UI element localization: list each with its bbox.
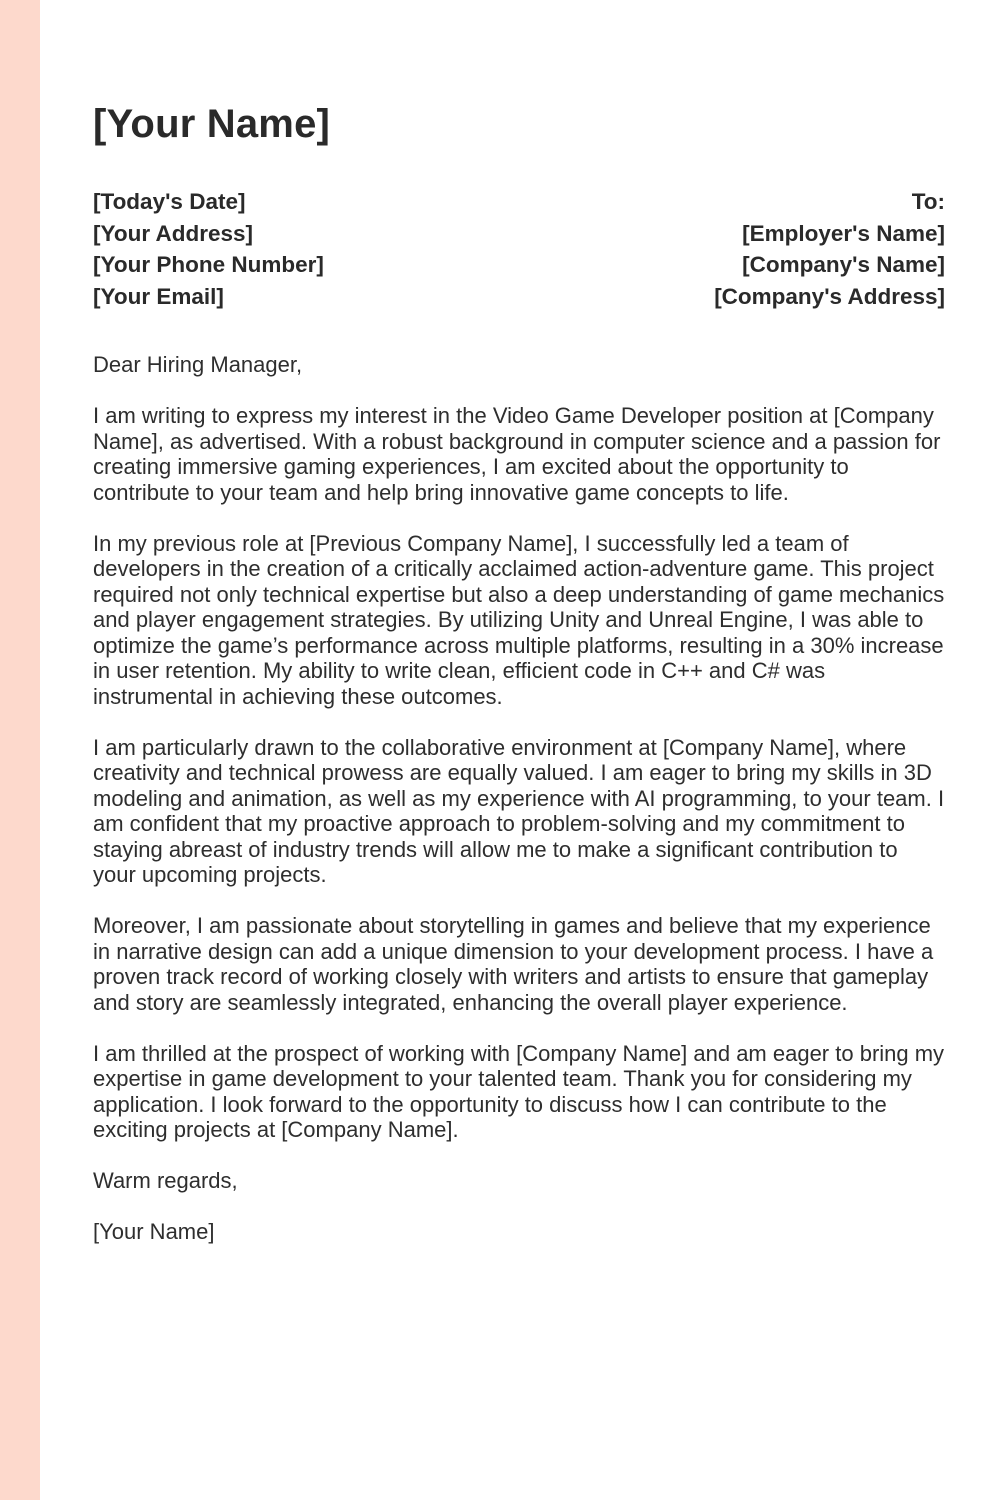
letter-paragraph: I am particularly drawn to the collaborative environment at [Company Name], where creativity and technical prowess are equally valued. I am eager to bring my skills in 3D modeling and animation, as well as my experience with AI programming, to your team. I am confident that my proactive approach to problem-solving and my commitment to staying abreast of industry trends will allow me to make a significant contribution to your upcoming projects.	[93, 734, 945, 887]
cover-letter	[93, 98, 945, 1270]
letter-paragraph: I am writing to express my interest in the Video Game Developer position at [Company Name], as advertised. With a robust background in computer science and a passion for creating immersive gaming experiences, I am excited about the opportunity to contribute to your team and help bring innovative game concepts to life.	[93, 403, 941, 505]
sender-email: [Your Email]	[93, 283, 224, 309]
letter-paragraph: Moreover, I am passionate about storytelling in games and believe that my experience in narrative design can add a unique dimension to your development process. I have a proven track record of working closely with writers and artists to ensure that gameplay and story are seamlessly integrated, enhancing the overall player experience.	[93, 913, 934, 1015]
sender-name-heading: [Your Name]	[93, 102, 331, 146]
recipient-details	[714, 186, 945, 312]
letter-body	[93, 352, 945, 1245]
letter-salutation: Dear Hiring Manager,	[93, 352, 303, 377]
letter-paragraph: I am thrilled at the prospect of working with [Company Name] and am eager to bring my expertise in game development to your talented team. Thank you for considering my application. I look forward to the opportunity to discuss how I can contribute to the exciting projects at [Company Name].	[93, 1040, 945, 1142]
letter-signature: [Your Name]	[93, 1219, 215, 1244]
recipient-company-name: [Company's Name]	[742, 252, 945, 277]
recipient-company-address: [Company's Address]	[714, 283, 945, 309]
letter-closing: Warm regards,	[93, 1168, 238, 1193]
contact-block	[93, 186, 945, 312]
sender-details	[93, 186, 324, 312]
sender-date: [Today's Date]	[93, 189, 246, 214]
sender-phone: [Your Phone Number]	[93, 252, 324, 277]
recipient-to-label: To:	[911, 189, 945, 214]
sender-address: [Your Address]	[93, 220, 254, 246]
accent-side-strip	[0, 0, 40, 1500]
recipient-employer-name: [Employer's Name]	[742, 220, 945, 246]
letter-paragraph: In my previous role at [Previous Company Name], I successfully led a team of developers in the creation of a critically acclaimed action-adventure game. This project required not only technical expertise but also a deep understanding of game mechanics and player engagement strategies. By utilizing Unity and Unreal Engine, I was able to optimize the game’s performance across multiple platforms, resulting in a 30% increase in user retention. My ability to write clean, efficient code in C++ and C# was instrumental in achieving these outcomes.	[93, 530, 945, 709]
